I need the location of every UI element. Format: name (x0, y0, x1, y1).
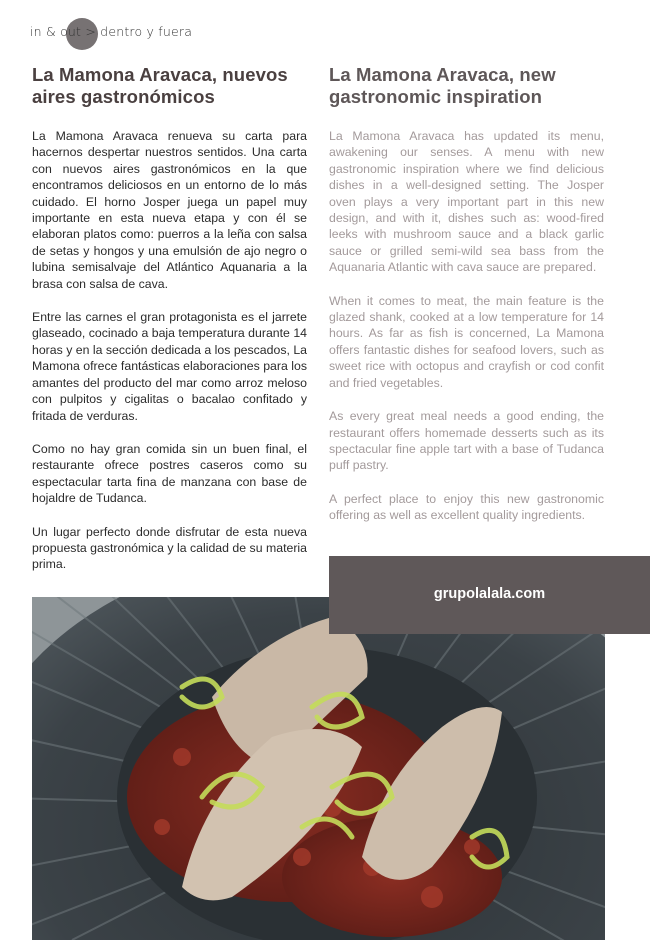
english-paragraph-4: A perfect place to enjoy this new gastronomic offering as well as excellent quality ingredients. (329, 491, 604, 523)
english-paragraph-1: La Mamona Aravaca has updated its menu, awakening our senses. A menu with new gastronomic inspiration where we find delicious dishes in a well-designed setting. The Josper oven plays a very important part in this new design, and with it, dishes such as: wood-fired leeks with mushroom sauce and a black garlic sauce or grilled semi-wild sea bass from the Aquanaria Atlantic with cava sauce are prepared. (329, 129, 604, 275)
english-paragraph-2: When it comes to meat, the main feature is the glazed shank, cooked at a low temperature for 14 hours. As far as fish is concerned, La Mamona offers fantastic dishes for seafood lovers, such as sweet rice with octopus and crayfish or cod confit and fried vegetables. (329, 293, 604, 390)
english-column (329, 64, 604, 541)
food-photo (32, 597, 605, 940)
spanish-paragraph-4: Un lugar perfecto donde disfrutar de esta nueva propuesta gastronómica y la calidad de su materia prima. (32, 524, 307, 572)
spanish-paragraph-3: Como no hay gran comida sin un buen final, el restaurante ofrece postres caseros como su espectacular tarta fina de manzana con base de hojaldre de Tudanca. (32, 441, 307, 506)
spanish-paragraph-2: Entre las carnes el gran protagonista es el jarrete glaseado, cocinado a baja temperatura durante 14 horas y en la sección dedicada a los pescados, La Mamona ofrece fantásticas elaboraciones para los amantes del producto del mar como arroz meloso con pulpitos y cigalitas o bacalao confitado y fritada de verduras. (32, 310, 307, 423)
spanish-paragraph-1: La Mamona Aravaca renueva su carta para hacernos despertar nuestros sentidos. Una carta con nuevos aires gastronómicos en la que encontramos deliciosos en un entorno de lo más cuidado. El horno Josper juega un papel muy importante en esta nueva etapa y con él se elaboran platos como: puerros a la leña con salsa de setas y hongos y una emulsión de ajo negro o lubina semisalvaje del Atlántico Aquanaria a la brasa con salsa de cava. (32, 129, 307, 291)
brand-website[interactable]: grupolalala.com (433, 586, 546, 602)
spanish-column (32, 64, 307, 590)
english-paragraph-3: As every great meal needs a good ending, the restaurant offers homemade desserts such as its spectacular fine apple tart with a base of Tudanca puff pastry. (329, 409, 604, 473)
spanish-title: La Mamona Aravaca, nuevos aires gastronómicos (32, 64, 288, 107)
brand-banner (329, 556, 650, 634)
english-title: La Mamona Aravaca, new gastronomic inspiration (329, 64, 556, 107)
section-label: in & out > dentro y fuera (30, 24, 193, 39)
